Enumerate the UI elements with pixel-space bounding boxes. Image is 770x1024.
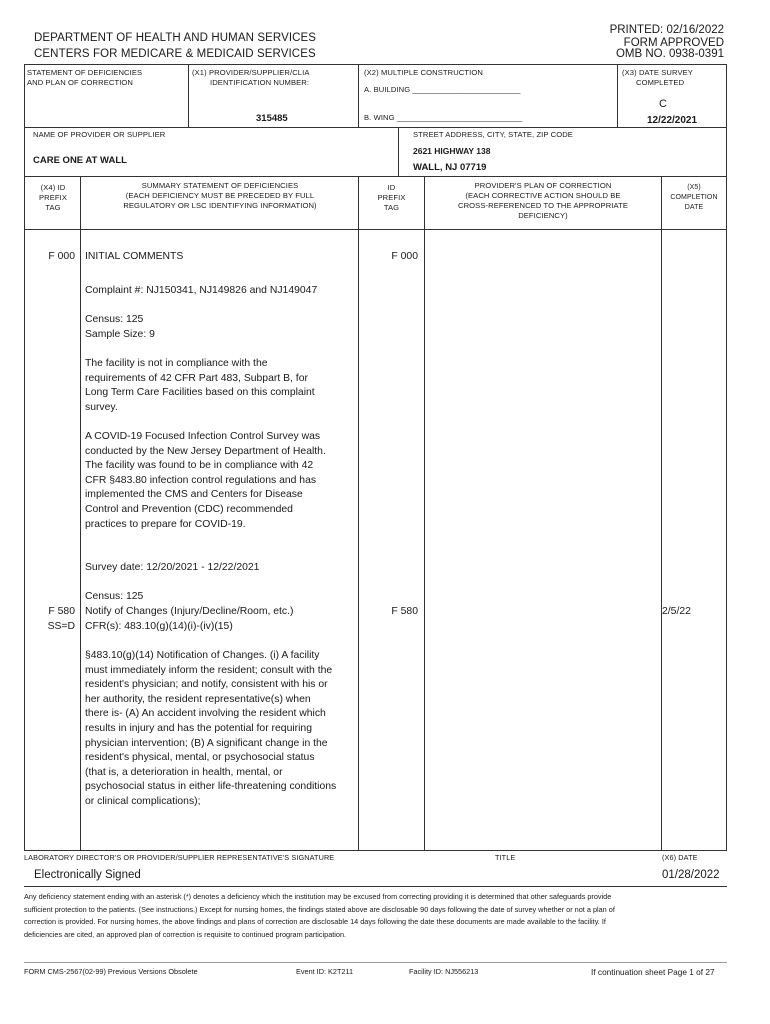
x1-label-line-2: IDENTIFICATION NUMBER: [210,78,310,87]
frame-line-right [726,64,727,851]
col-header-x4-line-3: TAG [45,203,61,212]
form-approved: FORM APPROVED [623,37,724,49]
x1-label-line-1: (X1) PROVIDER/SUPPLIER/CLIA [192,68,310,77]
x2-wing: B. WING _____________________________ [364,113,523,122]
event-id: Event ID: K2T211 [296,967,354,976]
provider-name-label: NAME OF PROVIDER OR SUPPLIER [33,130,166,139]
col-header-plan [425,181,661,221]
signature-label: LABORATORY DIRECTOR'S OR PROVIDER/SUPPLIER REPRESENTATIVE'S SIGNATURE [24,853,335,862]
col-header-summary [82,181,358,211]
form-number: FORM CMS-2567(02-99) Previous Versions Obsolete [24,967,198,976]
signature-date: 01/28/2022 [662,869,720,881]
title-label: TITLE [495,853,516,862]
col-header-plan-line-1: PROVIDER'S PLAN OF CORRECTION [474,181,612,190]
col-header-plan-line-3: CROSS-REFERENCED TO THE APPROPRIATE [457,201,629,210]
omb-number: OMB NO. 0938-0391 [615,48,724,60]
sample-size: Sample Size: 9 [85,329,155,340]
col-header-summary-line-2: (EACH DEFICIENCY MUST BE PRECEDED BY FULL [125,191,315,200]
continuation-page: If continuation sheet Page 1 of 27 [591,967,715,977]
regulation-text: §483.10(g)(14) Notification of Changes. (i) A facility must immediately inform the resident; consult with the resident's physician; and notify, consistent with his or her authority, the resident representative(s) when there is- (A) An accident involving the resident which results in injury and has the potential for requiring physician intervention; (B) A significant change in the resident's physical, mental, or psychosocial status (that is, a deterioration in health, mental, or psychosocial status in either life-threatening conditions or clinical complications); [85,650,337,807]
initial-comments-heading: INITIAL COMMENTS [85,251,184,262]
col-header-x4-line-1: (X4) ID [40,183,66,192]
divider-col-summary [358,176,359,851]
divider-col-x4 [80,176,81,851]
divider-x3 [617,64,618,127]
printed-date: PRINTED: 02/16/2022 [609,24,724,36]
frame-line-boxes-bottom [24,127,727,128]
x1-label [192,68,309,88]
x3-label-line-2: COMPLETED [636,78,685,87]
agency-name: CENTERS FOR MEDICARE & MEDICAID SERVICES [34,48,316,60]
col-header-summary-line-1: SUMMARY STATEMENT OF DEFICIENCIES [141,181,299,190]
x2-label: (X2) MULTIPLE CONSTRUCTION [364,68,483,77]
address-label: STREET ADDRESS, CITY, STATE, ZIP CODE [413,130,573,139]
completion-date-f580: 2/5/22 [662,606,691,617]
department-name: DEPARTMENT OF HEALTH AND HUMAN SERVICES [34,32,317,44]
facility-id: Facility ID: NJ556213 [409,967,479,976]
col-header-completion [662,183,726,213]
divider-x1 [188,64,189,127]
survey-code: C [659,98,667,110]
col-header-x5-line-3: DATE [684,204,704,211]
frame-line-left [24,64,25,851]
col-header-plan-line-4: DEFICIENCY) [518,211,568,220]
x3-label-line-1: (X3) DATE SURVEY [622,68,693,77]
col-header-x4-line-2: PREFIX [38,193,68,202]
prefix-tag-f580: F 580 [48,606,75,617]
census-1: Census: 125 [85,314,144,325]
col-header-id-prefix [359,183,424,213]
col-header-x5-line-1: (X5) [687,184,701,191]
provider-name: CARE ONE AT WALL [33,155,127,166]
frame-line-columns-bottom [24,229,727,230]
col-header-x5-line-2: COMPLETION [670,194,718,201]
electronic-signature: Electronically Signed [34,869,141,881]
notify-of-changes-cfr: CFR(s): 483.10(g)(14)(i)-(iv)(15) [85,621,233,632]
divider-col-plan [661,176,662,851]
statement-label-line-1: STATEMENT OF DEFICIENCIES [27,68,143,77]
frame-line-top [24,64,727,65]
signature-date-label: (X6) DATE [662,853,698,862]
covid-survey-paragraph: A COVID-19 Focused Infection Control Survey was conducted by the New Jersey Department of Health. The facility was found to be in compliance with 42 CFR §483.80 infection control regulations and has implemented the CMS and Centers for Disease Control and Prevention (CDC) recommended practices to prepare for COVID-19. [85,431,326,530]
provider-id-number: 315485 [256,113,288,124]
footer-divider [24,962,727,963]
disclaimer-text: Any deficiency statement ending with an asterisk (*) denotes a deficiency which the institution may be excused from correcting providing it is determined that other safeguards provide sufficient protection to the patients. (See instructions.) Except for nursing homes, the findings stated above are disclosable 90 days following the date of survey whether or not a plan of correction is provided. For nursing homes, the above findings and plans of correction are disclosable 14 days following the date these documents are made available to the facility. If deficiencies are cited, an approved plan of correction is requisite to continued program participation. [24,892,615,939]
census-2: Census: 125 [85,591,144,602]
survey-date: Survey date: 12/20/2021 - 12/22/2021 [85,562,260,573]
prefix-tag-f000: F 000 [48,251,75,262]
statement-label [27,68,142,88]
survey-completed-date: 12/22/2021 [647,115,698,126]
col-header-id-line-1: ID [387,183,396,192]
plan-tag-f580: F 580 [391,606,418,617]
col-header-x4-prefix [26,183,80,213]
col-header-summary-line-3: REGULATORY OR LSC IDENTIFYING INFORMATION) [123,201,317,210]
x3-label [622,68,693,88]
frame-line-provider-bottom [24,176,727,177]
frame-line-signature-bottom [24,886,727,887]
address-line-2: WALL, NJ 07719 [413,162,487,173]
x2-building: A. BUILDING _________________________ [364,85,521,94]
scope-severity-tag: SS=D [47,621,75,632]
divider-col-id [424,176,425,851]
frame-line-body-bottom [24,850,727,851]
col-header-id-line-3: TAG [383,203,400,212]
divider-address [398,127,399,176]
col-header-id-line-2: PREFIX [377,193,406,202]
divider-x2 [358,64,359,127]
col-header-plan-line-2: (EACH CORRECTIVE ACTION SHOULD BE [465,191,621,200]
notify-of-changes-title: Notify of Changes (Injury/Decline/Room, etc.) [85,606,294,617]
compliance-paragraph: The facility is not in compliance with the requirements of 42 CFR Part 483, Subpart B, for Long Term Care Facilities based on this complaint survey. [85,358,315,413]
statement-label-line-2: AND PLAN OF CORRECTION [27,78,133,87]
address-line-1: 2621 HIGHWAY 138 [413,146,491,156]
plan-tag-f000: F 000 [391,251,418,262]
complaint-numbers: Complaint #: NJ150341, NJ149826 and NJ149047 [85,285,318,296]
